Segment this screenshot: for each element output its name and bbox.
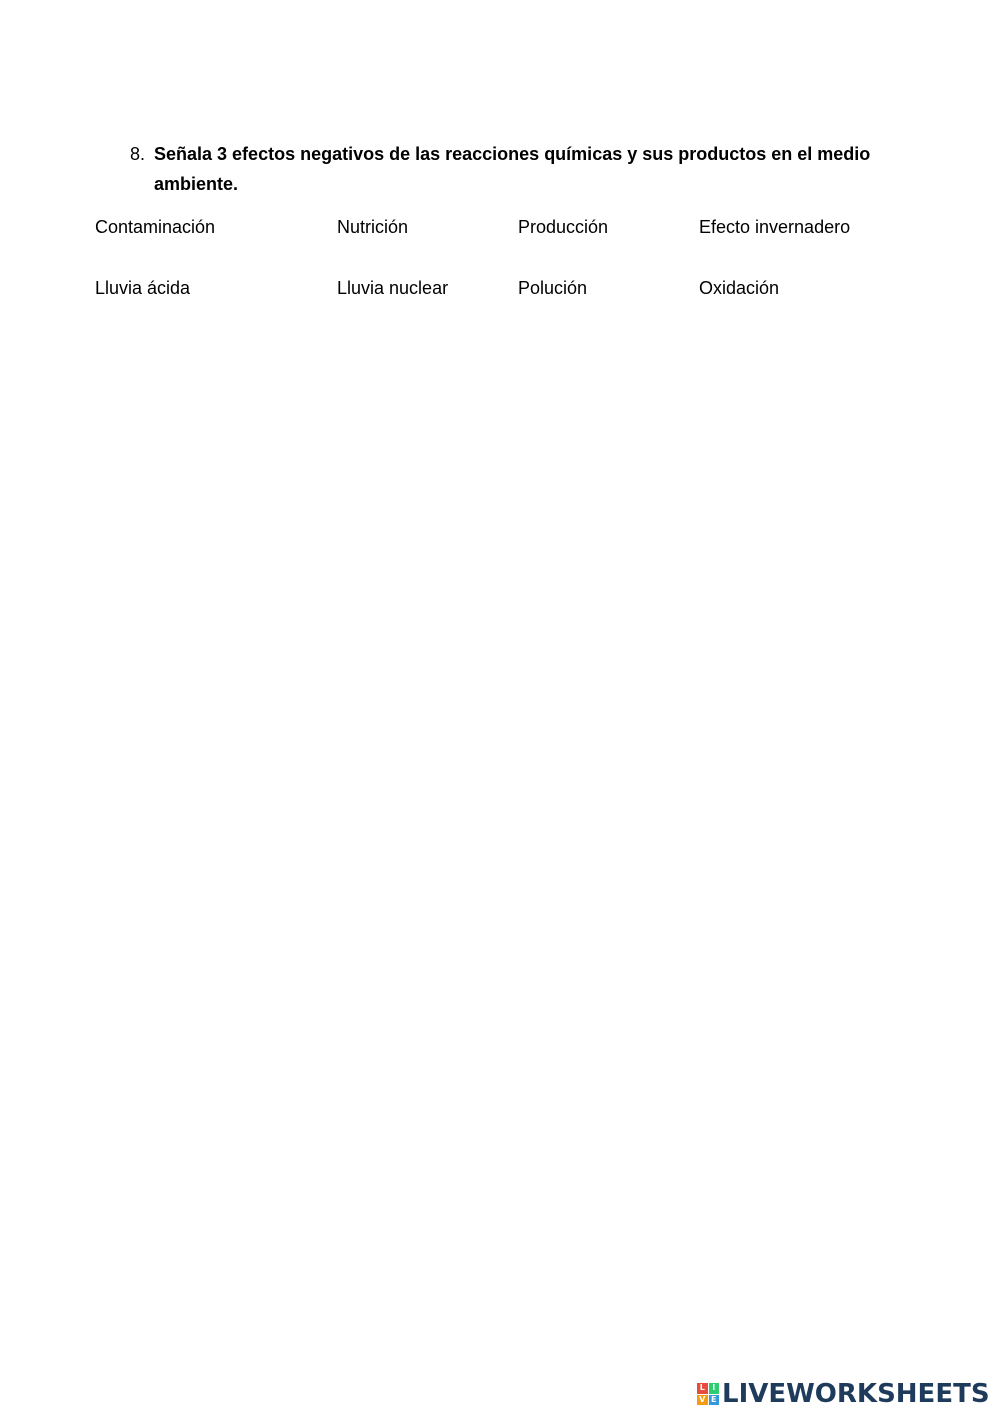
option-nutricion[interactable]: Nutrición [337,217,409,237]
option-polucion[interactable]: Polución [518,278,588,298]
option-lluvia-nuclear[interactable]: Lluvia nuclear [337,278,449,298]
question-text: Señala 3 efectos negativos de las reacciones químicas y sus productos en el medio ambiente. [154,144,871,194]
liveworksheets-logo-icon [697,1383,719,1405]
logo-text: LIVEWORKSHEETS [722,1379,990,1409]
option-efecto-invernadero[interactable]: Efecto invernadero [699,217,851,237]
option-lluvia-acida[interactable]: Lluvia ácida [95,278,191,298]
liveworksheets-logo [697,1377,990,1411]
logo-letter-v: V [697,1395,708,1406]
logo-letter-i: I [709,1383,720,1394]
logo-letter-e: E [709,1395,720,1406]
question-8 [130,139,930,199]
option-contaminacion[interactable]: Contaminación [95,217,216,237]
option-oxidacion[interactable]: Oxidación [699,278,780,298]
logo-letter-l: L [697,1383,708,1394]
question-number: 8. [130,144,146,164]
option-produccion[interactable]: Producción [518,217,609,237]
